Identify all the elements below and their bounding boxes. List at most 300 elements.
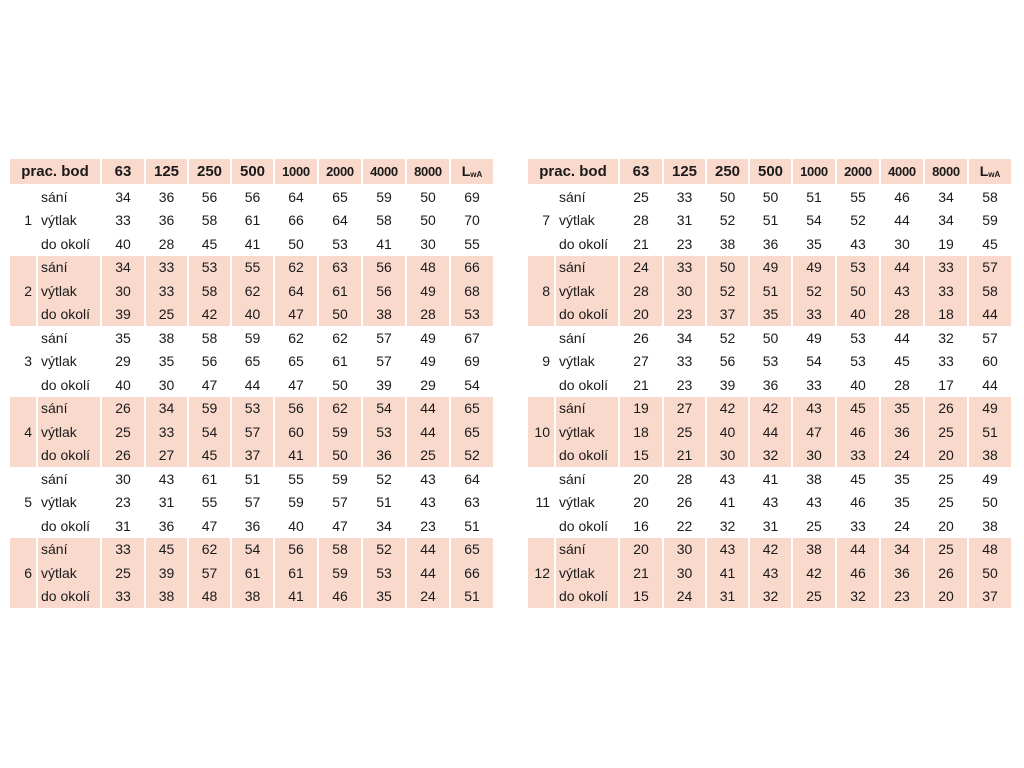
row-label: do okolí bbox=[559, 517, 609, 534]
value-cell: 44 bbox=[881, 256, 923, 280]
header-lwa bbox=[969, 159, 1011, 185]
point-number-spacer bbox=[10, 538, 36, 562]
value-cell: 49 bbox=[806, 329, 822, 346]
row-label: výtlak bbox=[559, 353, 595, 370]
header-row bbox=[528, 159, 1011, 185]
value-cell: 23 bbox=[676, 376, 693, 393]
value-cell: 56 bbox=[275, 397, 317, 421]
value-cell: 25 bbox=[146, 303, 187, 327]
value-cell: 25 bbox=[938, 494, 954, 511]
row-label: výtlak bbox=[41, 494, 77, 511]
value-cell: 30 bbox=[102, 279, 144, 303]
value-cell: 50 bbox=[420, 212, 436, 229]
table-row bbox=[528, 350, 1011, 374]
value-cell: 54 bbox=[232, 538, 273, 562]
value-cell: 40 bbox=[850, 376, 866, 393]
value-cell: 26 bbox=[925, 397, 967, 421]
header-freq-500: 500 bbox=[750, 159, 791, 185]
row-label: do okolí bbox=[556, 585, 618, 609]
value-cell: 31 bbox=[676, 212, 693, 229]
value-cell: 21 bbox=[633, 235, 649, 252]
value-cell: 41 bbox=[244, 235, 261, 252]
value-cell: 41 bbox=[762, 470, 779, 487]
point-number-spacer bbox=[528, 326, 554, 350]
value-cell: 52 bbox=[850, 212, 866, 229]
value-cell: 52 bbox=[719, 212, 736, 229]
value-cell: 52 bbox=[363, 538, 405, 562]
value-cell: 44 bbox=[894, 329, 910, 346]
table-row bbox=[10, 397, 493, 421]
value-cell: 37 bbox=[707, 303, 748, 327]
value-cell: 45 bbox=[201, 235, 218, 252]
value-cell: 24 bbox=[894, 517, 910, 534]
value-cell: 20 bbox=[633, 470, 649, 487]
value-cell: 26 bbox=[102, 397, 144, 421]
value-cell: 49 bbox=[420, 329, 436, 346]
point-number: 10 bbox=[528, 420, 554, 444]
point-number-spacer bbox=[10, 585, 36, 609]
value-cell: 38 bbox=[719, 235, 736, 252]
value-cell: 43 bbox=[750, 561, 791, 585]
lwa-cell: 38 bbox=[982, 517, 998, 534]
point-number-spacer bbox=[528, 538, 554, 562]
value-cell: 61 bbox=[319, 279, 361, 303]
table-row bbox=[10, 279, 493, 303]
value-cell: 53 bbox=[232, 397, 273, 421]
value-cell: 34 bbox=[938, 212, 954, 229]
table-row bbox=[528, 373, 1011, 397]
row-label: sání bbox=[41, 188, 68, 205]
value-cell: 57 bbox=[376, 329, 392, 346]
value-cell: 44 bbox=[894, 212, 910, 229]
value-cell: 65 bbox=[244, 353, 261, 370]
value-cell: 55 bbox=[201, 494, 218, 511]
value-cell: 50 bbox=[332, 376, 348, 393]
value-cell: 59 bbox=[189, 397, 230, 421]
value-cell: 35 bbox=[894, 494, 910, 511]
value-cell: 57 bbox=[332, 494, 348, 511]
value-cell: 42 bbox=[750, 538, 791, 562]
value-cell: 34 bbox=[102, 256, 144, 280]
header-freq-250: 250 bbox=[707, 159, 748, 185]
value-cell: 62 bbox=[189, 538, 230, 562]
value-cell: 33 bbox=[837, 444, 879, 468]
value-cell: 43 bbox=[850, 235, 866, 252]
point-number-spacer bbox=[10, 232, 36, 256]
value-cell: 46 bbox=[894, 188, 910, 205]
value-cell: 25 bbox=[806, 517, 822, 534]
value-cell: 20 bbox=[620, 538, 662, 562]
value-cell: 53 bbox=[332, 235, 348, 252]
row-label: do okolí bbox=[41, 517, 91, 534]
value-cell: 59 bbox=[288, 494, 304, 511]
value-cell: 28 bbox=[676, 470, 693, 487]
lwa-cell: 49 bbox=[982, 470, 998, 487]
row-label: sání bbox=[38, 397, 100, 421]
header-lwa-sub: wA bbox=[988, 170, 1001, 179]
value-cell: 43 bbox=[881, 279, 923, 303]
value-cell: 53 bbox=[189, 256, 230, 280]
value-cell: 33 bbox=[925, 256, 967, 280]
value-cell: 62 bbox=[319, 397, 361, 421]
header-freq-4000: 4000 bbox=[881, 159, 923, 185]
value-cell: 33 bbox=[664, 256, 705, 280]
point-number-spacer bbox=[10, 514, 36, 538]
row-label: výtlak bbox=[38, 561, 100, 585]
value-cell: 33 bbox=[938, 353, 954, 370]
header-lwa-sub: wA bbox=[470, 170, 483, 179]
header-lwa-main: L bbox=[979, 163, 989, 179]
value-cell: 42 bbox=[707, 397, 748, 421]
row-label: výtlak bbox=[559, 212, 595, 229]
lwa-cell: 44 bbox=[982, 376, 998, 393]
header-freq-63: 63 bbox=[102, 159, 144, 185]
value-cell: 45 bbox=[189, 444, 230, 468]
value-cell: 28 bbox=[894, 376, 910, 393]
lwa-cell: 65 bbox=[451, 538, 493, 562]
point-number-spacer bbox=[10, 256, 36, 280]
value-cell: 58 bbox=[376, 212, 392, 229]
lwa-cell: 52 bbox=[451, 444, 493, 468]
point-number-spacer bbox=[528, 585, 554, 609]
value-cell: 44 bbox=[750, 420, 791, 444]
point-number: 2 bbox=[10, 279, 36, 303]
value-cell: 42 bbox=[189, 303, 230, 327]
header-lwa-main: L bbox=[461, 163, 471, 179]
value-cell: 22 bbox=[676, 517, 693, 534]
value-cell: 38 bbox=[232, 585, 273, 609]
value-cell: 23 bbox=[664, 303, 705, 327]
value-cell: 49 bbox=[750, 256, 791, 280]
value-cell: 43 bbox=[806, 494, 822, 511]
point-number-spacer bbox=[10, 326, 36, 350]
value-cell: 60 bbox=[275, 420, 317, 444]
value-cell: 19 bbox=[620, 397, 662, 421]
header-freq-4000: 4000 bbox=[363, 159, 405, 185]
value-cell: 47 bbox=[332, 517, 348, 534]
point-number-spacer bbox=[10, 185, 36, 209]
table-row bbox=[528, 561, 1011, 585]
value-cell: 62 bbox=[288, 329, 304, 346]
value-cell: 57 bbox=[232, 420, 273, 444]
value-cell: 56 bbox=[363, 279, 405, 303]
value-cell: 56 bbox=[244, 188, 261, 205]
value-cell: 25 bbox=[793, 585, 835, 609]
point-number: 12 bbox=[528, 561, 554, 585]
table-row bbox=[528, 420, 1011, 444]
value-cell: 24 bbox=[881, 444, 923, 468]
value-cell: 56 bbox=[201, 188, 218, 205]
value-cell: 29 bbox=[115, 353, 131, 370]
row-label: do okolí bbox=[559, 376, 609, 393]
value-cell: 50 bbox=[719, 188, 736, 205]
value-cell: 27 bbox=[664, 397, 705, 421]
point-number: 11 bbox=[535, 494, 550, 511]
table-row bbox=[10, 514, 493, 538]
value-cell: 20 bbox=[633, 494, 649, 511]
value-cell: 33 bbox=[102, 585, 144, 609]
value-cell: 40 bbox=[232, 303, 273, 327]
value-cell: 33 bbox=[115, 212, 131, 229]
value-cell: 35 bbox=[806, 235, 822, 252]
value-cell: 46 bbox=[837, 561, 879, 585]
value-cell: 61 bbox=[232, 561, 273, 585]
value-cell: 30 bbox=[158, 376, 175, 393]
table-row bbox=[10, 326, 493, 350]
value-cell: 43 bbox=[707, 538, 748, 562]
row-label: výtlak bbox=[41, 353, 77, 370]
value-cell: 25 bbox=[102, 420, 144, 444]
value-cell: 50 bbox=[762, 329, 779, 346]
value-cell: 43 bbox=[719, 470, 736, 487]
value-cell: 52 bbox=[707, 279, 748, 303]
value-cell: 26 bbox=[925, 561, 967, 585]
value-cell: 47 bbox=[793, 420, 835, 444]
row-label: výtlak bbox=[41, 212, 77, 229]
table-row bbox=[10, 538, 493, 562]
value-cell: 36 bbox=[881, 561, 923, 585]
value-cell: 25 bbox=[925, 420, 967, 444]
value-cell: 21 bbox=[664, 444, 705, 468]
value-cell: 50 bbox=[420, 188, 436, 205]
table-row bbox=[528, 256, 1011, 280]
row-label: sání bbox=[559, 188, 586, 205]
value-cell: 41 bbox=[719, 494, 736, 511]
value-cell: 56 bbox=[363, 256, 405, 280]
value-cell: 35 bbox=[881, 397, 923, 421]
value-cell: 24 bbox=[407, 585, 449, 609]
row-label: sání bbox=[41, 329, 68, 346]
point-number-spacer bbox=[528, 467, 554, 491]
value-cell: 21 bbox=[620, 561, 662, 585]
lwa-cell: 38 bbox=[969, 444, 1011, 468]
value-cell: 54 bbox=[806, 212, 822, 229]
value-cell: 41 bbox=[707, 561, 748, 585]
value-cell: 20 bbox=[925, 444, 967, 468]
value-cell: 20 bbox=[620, 303, 662, 327]
row-label: výtlak bbox=[556, 279, 618, 303]
value-cell: 41 bbox=[275, 444, 317, 468]
point-number-spacer bbox=[10, 397, 36, 421]
point-number-spacer bbox=[10, 444, 36, 468]
value-cell: 59 bbox=[332, 470, 348, 487]
value-cell: 27 bbox=[146, 444, 187, 468]
point-number: 5 bbox=[24, 494, 32, 511]
row-label: výtlak bbox=[556, 561, 618, 585]
value-cell: 45 bbox=[850, 470, 866, 487]
value-cell: 41 bbox=[376, 235, 392, 252]
value-cell: 19 bbox=[938, 235, 954, 252]
header-freq-250: 250 bbox=[189, 159, 230, 185]
value-cell: 32 bbox=[837, 585, 879, 609]
point-number-spacer bbox=[10, 467, 36, 491]
lwa-cell: 68 bbox=[451, 279, 493, 303]
value-cell: 58 bbox=[189, 279, 230, 303]
point-number-spacer bbox=[10, 303, 36, 327]
value-cell: 25 bbox=[102, 561, 144, 585]
value-cell: 35 bbox=[363, 585, 405, 609]
value-cell: 15 bbox=[620, 585, 662, 609]
lwa-cell: 57 bbox=[969, 256, 1011, 280]
value-cell: 35 bbox=[115, 329, 131, 346]
value-cell: 59 bbox=[319, 561, 361, 585]
lwa-cell: 49 bbox=[969, 397, 1011, 421]
lwa-cell: 67 bbox=[464, 329, 480, 346]
value-cell: 39 bbox=[719, 376, 736, 393]
value-cell: 38 bbox=[158, 329, 175, 346]
header-freq-1000: 1000 bbox=[275, 159, 317, 185]
value-cell: 42 bbox=[793, 561, 835, 585]
value-cell: 20 bbox=[938, 517, 954, 534]
value-cell: 17 bbox=[938, 376, 954, 393]
header-point: prac. bod bbox=[528, 159, 618, 185]
table-row bbox=[10, 467, 493, 491]
lwa-cell: 45 bbox=[982, 235, 998, 252]
lwa-cell: 58 bbox=[982, 188, 998, 205]
table-row bbox=[10, 491, 493, 515]
value-cell: 32 bbox=[938, 329, 954, 346]
value-cell: 50 bbox=[707, 256, 748, 280]
value-cell: 30 bbox=[793, 444, 835, 468]
value-cell: 64 bbox=[332, 212, 348, 229]
value-cell: 28 bbox=[158, 235, 175, 252]
value-cell: 53 bbox=[850, 353, 866, 370]
value-cell: 45 bbox=[146, 538, 187, 562]
value-cell: 36 bbox=[762, 235, 779, 252]
value-cell: 33 bbox=[146, 279, 187, 303]
table-row bbox=[10, 256, 493, 280]
table-row bbox=[528, 397, 1011, 421]
value-cell: 34 bbox=[676, 329, 693, 346]
point-number: 9 bbox=[542, 353, 550, 370]
row-label: do okolí bbox=[41, 235, 91, 252]
table-row bbox=[528, 279, 1011, 303]
value-cell: 52 bbox=[719, 329, 736, 346]
value-cell: 31 bbox=[115, 517, 131, 534]
value-cell: 54 bbox=[806, 353, 822, 370]
header-freq-2000: 2000 bbox=[837, 159, 879, 185]
lwa-cell: 63 bbox=[464, 494, 480, 511]
value-cell: 51 bbox=[376, 494, 392, 511]
point-number-spacer bbox=[528, 514, 554, 538]
table-row bbox=[528, 585, 1011, 609]
value-cell: 62 bbox=[232, 279, 273, 303]
value-cell: 30 bbox=[664, 561, 705, 585]
value-cell: 49 bbox=[407, 279, 449, 303]
value-cell: 55 bbox=[288, 470, 304, 487]
value-cell: 38 bbox=[146, 585, 187, 609]
lwa-cell: 70 bbox=[464, 212, 480, 229]
value-cell: 33 bbox=[925, 279, 967, 303]
value-cell: 30 bbox=[664, 538, 705, 562]
header-freq-2000: 2000 bbox=[319, 159, 361, 185]
value-cell: 47 bbox=[288, 376, 304, 393]
value-cell: 53 bbox=[837, 256, 879, 280]
value-cell: 53 bbox=[363, 561, 405, 585]
row-label: do okolí bbox=[556, 303, 618, 327]
point-number-spacer bbox=[528, 185, 554, 209]
value-cell: 63 bbox=[319, 256, 361, 280]
lwa-cell: 64 bbox=[464, 470, 480, 487]
value-cell: 21 bbox=[633, 376, 649, 393]
value-cell: 44 bbox=[407, 561, 449, 585]
row-label: výtlak bbox=[556, 420, 618, 444]
lwa-cell: 51 bbox=[451, 585, 493, 609]
value-cell: 32 bbox=[750, 444, 791, 468]
value-cell: 61 bbox=[201, 470, 218, 487]
table-row bbox=[10, 350, 493, 374]
value-cell: 38 bbox=[806, 470, 822, 487]
value-cell: 36 bbox=[881, 420, 923, 444]
value-cell: 46 bbox=[837, 420, 879, 444]
value-cell: 50 bbox=[837, 279, 879, 303]
table-row bbox=[10, 373, 493, 397]
header-freq-500: 500 bbox=[232, 159, 273, 185]
table-row bbox=[10, 561, 493, 585]
row-label: do okolí bbox=[38, 303, 100, 327]
row-label: do okolí bbox=[41, 376, 91, 393]
table-row bbox=[10, 585, 493, 609]
value-cell: 47 bbox=[275, 303, 317, 327]
lwa-cell: 51 bbox=[969, 420, 1011, 444]
table-row bbox=[528, 538, 1011, 562]
value-cell: 23 bbox=[881, 585, 923, 609]
value-cell: 59 bbox=[244, 329, 261, 346]
value-cell: 40 bbox=[115, 376, 131, 393]
row-label: sání bbox=[41, 470, 68, 487]
value-cell: 57 bbox=[189, 561, 230, 585]
table-row bbox=[528, 185, 1011, 209]
value-cell: 43 bbox=[793, 397, 835, 421]
value-cell: 30 bbox=[115, 470, 131, 487]
value-cell: 44 bbox=[407, 397, 449, 421]
value-cell: 35 bbox=[750, 303, 791, 327]
value-cell: 37 bbox=[232, 444, 273, 468]
value-cell: 40 bbox=[288, 517, 304, 534]
value-cell: 33 bbox=[850, 517, 866, 534]
value-cell: 31 bbox=[158, 494, 175, 511]
value-cell: 41 bbox=[275, 585, 317, 609]
lwa-cell: 66 bbox=[451, 256, 493, 280]
value-cell: 45 bbox=[894, 353, 910, 370]
value-cell: 59 bbox=[376, 188, 392, 205]
header-freq-8000: 8000 bbox=[925, 159, 967, 185]
row-label: do okolí bbox=[38, 585, 100, 609]
value-cell: 50 bbox=[319, 444, 361, 468]
value-cell: 28 bbox=[881, 303, 923, 327]
table-row bbox=[528, 326, 1011, 350]
value-cell: 34 bbox=[881, 538, 923, 562]
value-cell: 47 bbox=[201, 376, 218, 393]
value-cell: 55 bbox=[232, 256, 273, 280]
point-number-spacer bbox=[10, 373, 36, 397]
value-cell: 45 bbox=[837, 397, 879, 421]
value-cell: 24 bbox=[620, 256, 662, 280]
value-cell: 52 bbox=[376, 470, 392, 487]
table-row bbox=[528, 209, 1011, 233]
lwa-cell: 44 bbox=[969, 303, 1011, 327]
value-cell: 65 bbox=[288, 353, 304, 370]
value-cell: 33 bbox=[676, 353, 693, 370]
value-cell: 43 bbox=[158, 470, 175, 487]
value-cell: 35 bbox=[894, 470, 910, 487]
value-cell: 56 bbox=[275, 538, 317, 562]
value-cell: 58 bbox=[319, 538, 361, 562]
row-label: sání bbox=[38, 538, 100, 562]
row-label: do okolí bbox=[559, 235, 609, 252]
table-row bbox=[10, 209, 493, 233]
lwa-cell: 37 bbox=[969, 585, 1011, 609]
